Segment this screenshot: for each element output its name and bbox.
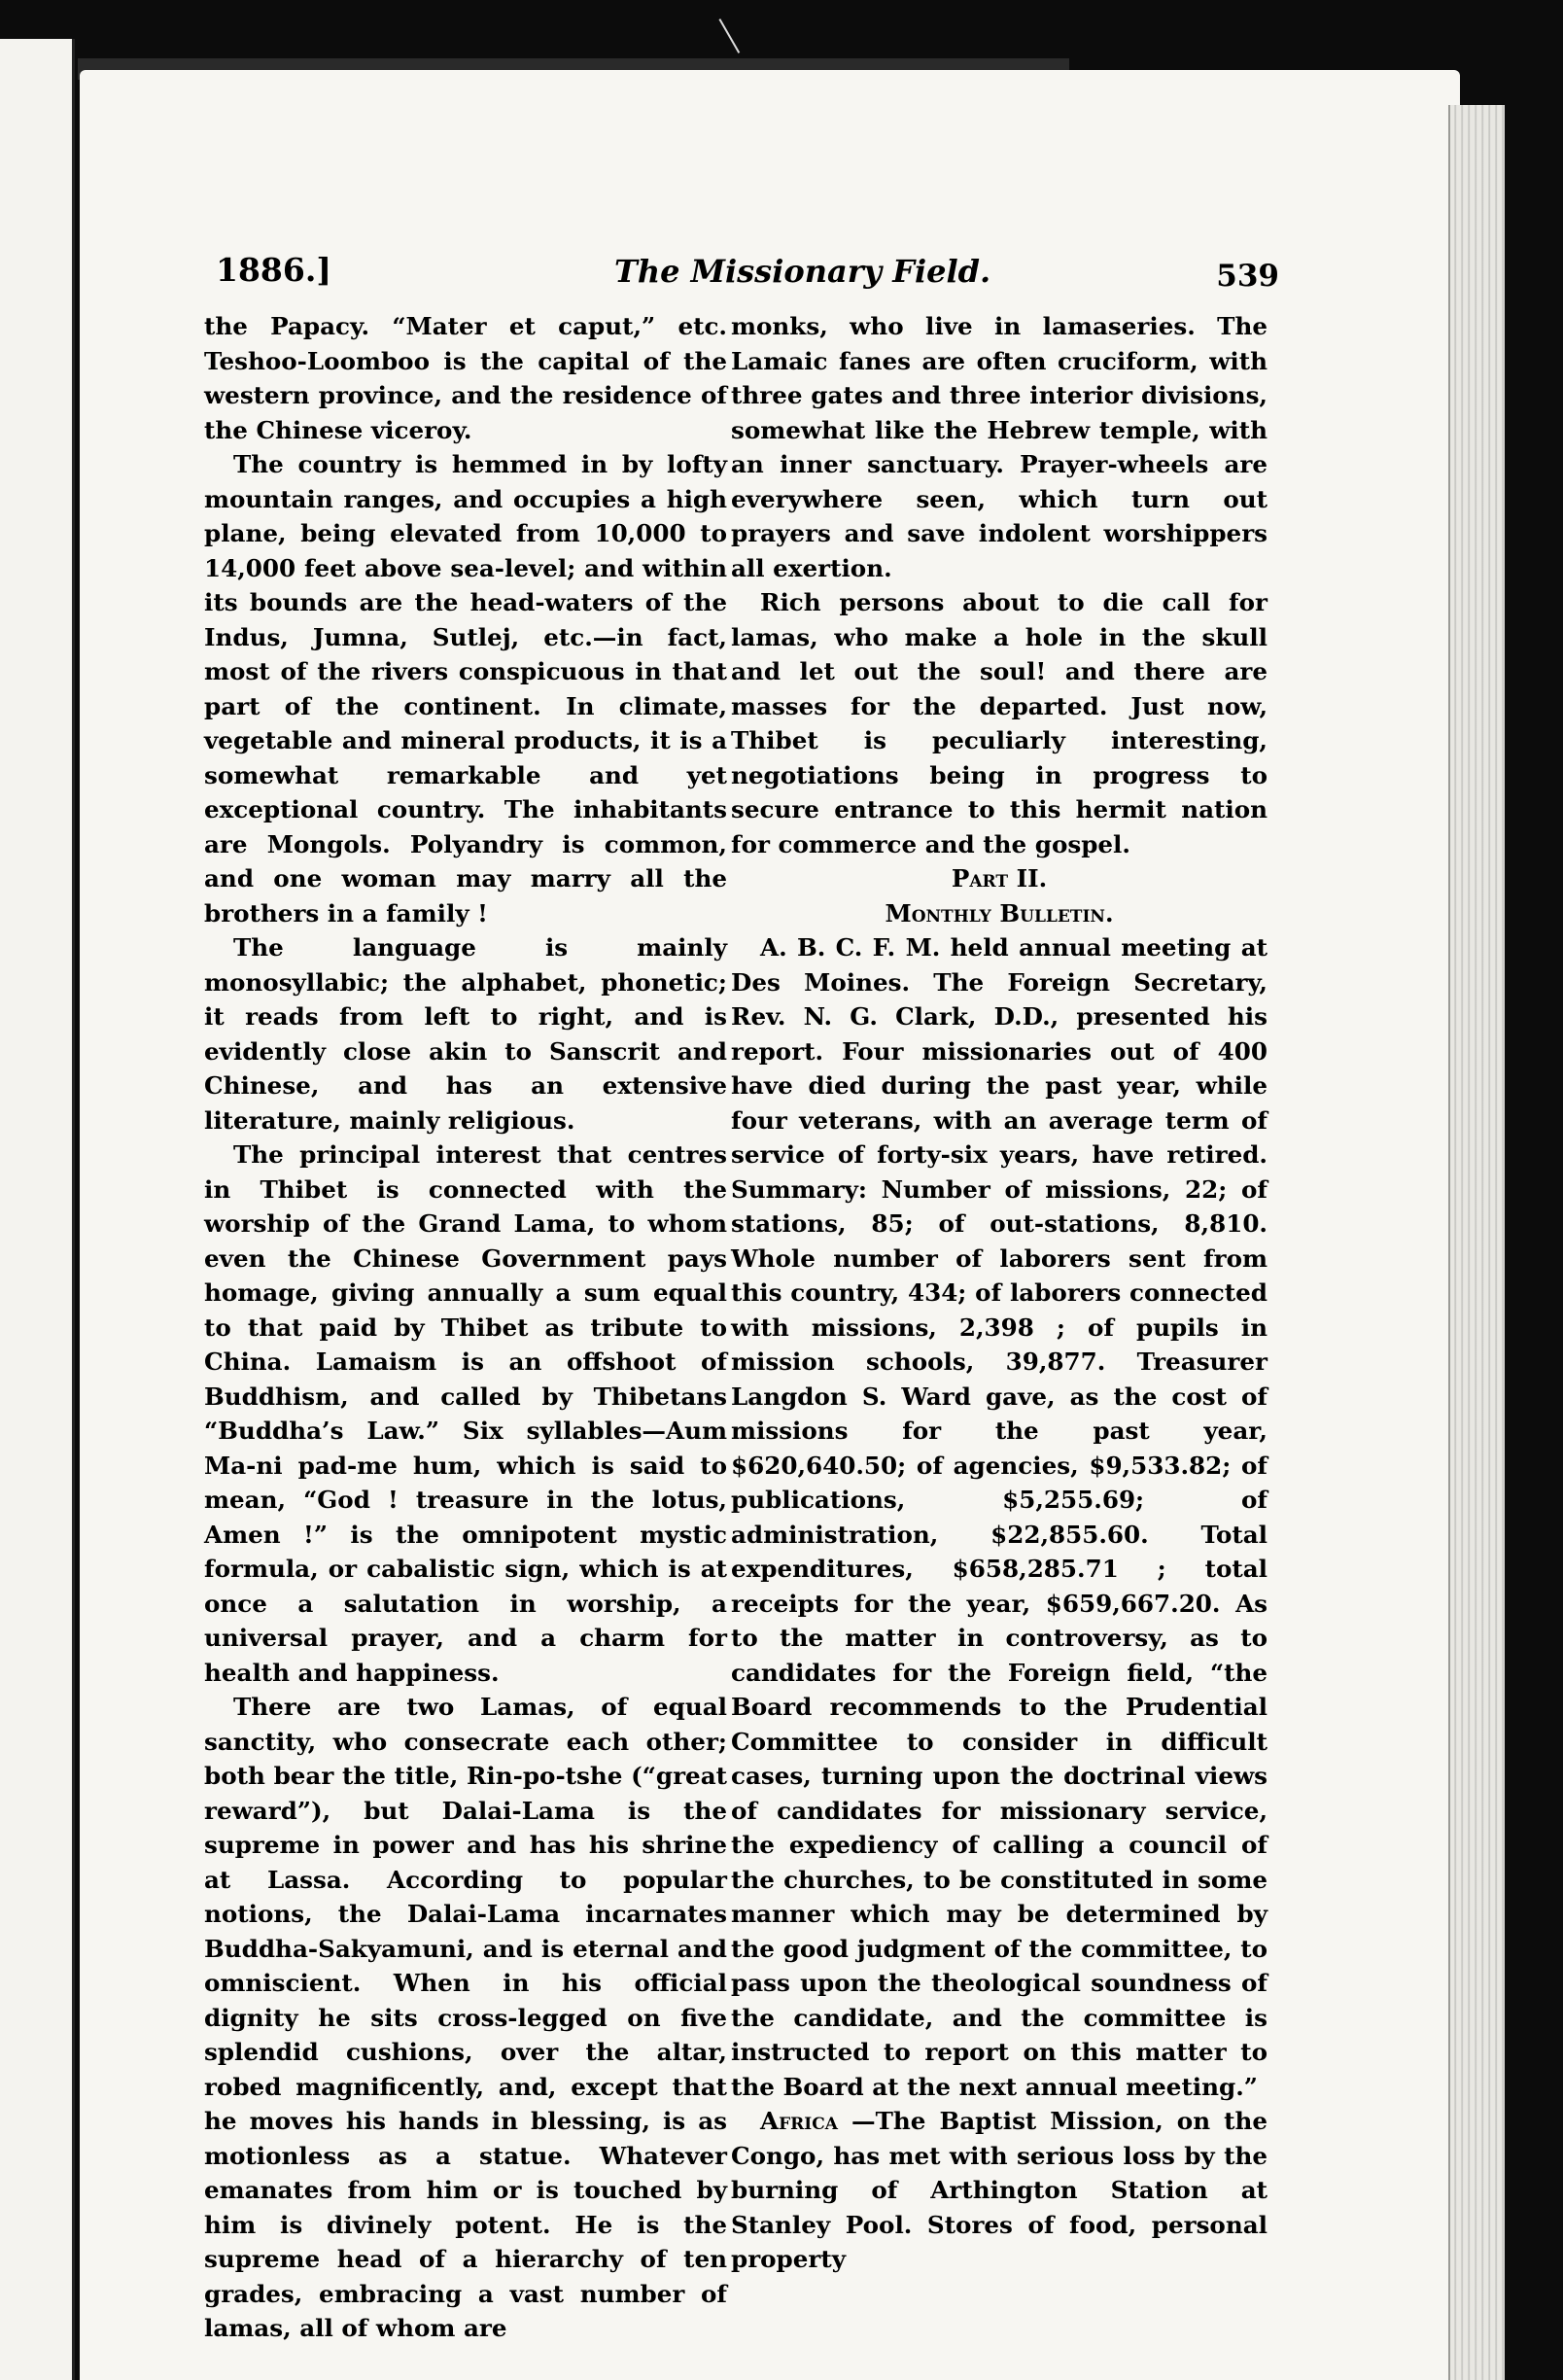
part-heading: Part II. [951,864,1048,892]
paragraph: the Papacy. “Mater et caput,” etc. Teshoo-Loomboo is the capital of the western province, and the residence of the Chinese viceroy. [204,312,727,444]
paragraph: There are two Lamas, of equal sanctity, who consecrate each other; both bear the title, Rin-po-tshe (“great reward”), but Dalai-Lama is the supreme in power and has his shrine at Lassa. According to popular notions, the Dalai-Lama incarnates Buddha-Sakyamuni, and is eternal and omniscient. When in his official dignity he sits cross-legged on five splendid cushions, over the altar, robed magnificently, and, except that he moves his hands in blessing, is as motionless as a statue. Whatever emanates from him or is touched by him is divinely potent. He is the supreme head of a hierarchy of ten grades, embracing a vast number of lamas, all of whom are [204,1693,727,2342]
running-header [216,251,1279,299]
paragraph-text: —The Baptist Mission, on the Congo, has met with serious loss by the burning of Arthington Station at Stanley Pool. Stores of food, personal property [731,2107,1268,2273]
left-column [204,309,727,2346]
paragraph: monks, who live in lamaseries. The Lamaic fanes are often cruciform, with three gates and three interior divisions, somewhat like the Hebrew temple, with an inner sanctuary. Prayer-wheels are everywhere seen, which turn out prayers and save indolent worshippers all exertion. [731,312,1268,582]
page-number: 539 [1216,259,1279,294]
header-title: The Missionary Field. [614,253,991,290]
facing-page-edge [0,39,75,2380]
paragraph: A. B. C. F. M. held annual meeting at Des Moines. The Foreign Secretary, Rev. N. G. Clark, D.D., presented his report. Four missionaries out of 400 have died during the past year, while four veterans, with an average term of service of forty-six years, have retired. Summary: Number of missions, 22; of stations, 85; of out-stations, 8,810. Whole number of laborers sent from this country, 434; of laborers connected with missions, 2,398 ; of pupils in mission schools, 39,877. Treasurer Langdon S. Ward gave, as the cost of missions for the past year, $620,640.50; of agencies, $9,533.82; of publications, $5,255.69; of administration, $22,855.60. Total expenditures, $658,285.71 ; total receipts for the year, $659,667.20. As to the matter in controversy, as to candidates for the Foreign field, “the Board recommends to the Prudential Committee to consider in difficult cases, turning upon the doctrinal views of candidates for missionary service, the expediency of calling a council of the churches, to be constituted in some manner which may be determined by the good judgment of the committee, to pass upon the theological soundness of the candidate, and the committee is instructed to report on this matter to the Board at the next annual meeting.” [731,933,1268,2101]
region-lead: Africa [760,2107,838,2135]
page-stack-edge [1448,105,1505,2380]
section-heading: Monthly Bulletin. [885,898,1114,928]
scan-artifact [718,9,756,53]
right-column [731,309,1268,2277]
paragraph: The language is mainly monosyllabic; the alphabet, phonetic; it reads from left to right, and is evidently close akin to Sanscrit and Chinese, and has an extensive literature, mainly religious. [204,933,727,1135]
paragraph: The country is hemmed in by lofty mountain ranges, and occupies a high plane, being elevated from 10,000 to 14,000 feet above sea-level; and within its bounds are the head-waters of the Indus, Jumna, Sutlej, etc.—in fact, most of the rivers conspicuous in that part of the continent. In climate, vegetable and mineral products, it is a somewhat remarkable and yet exceptional country. The inhabitants are Mongols. Polyandry is common, and one woman may marry all the brothers in a family ! [204,450,727,928]
paragraph: Rich persons about to die call for lamas, who make a hole in the skull and let out the soul! and there are masses for the departed. Just now, Thibet is peculiarly interesting, negotiations being in progress to secure entrance to this hermit nation for commerce and the gospel. [731,588,1268,858]
paragraph [731,2104,1268,2277]
header-year: 1886.] [216,251,331,289]
paragraph: The principal interest that centres in Thibet is connected with the worship of the Grand Lama, to whom even the Chinese Government pays homage, giving annually a sum equal to that paid by Thibet as tribute to China. Lamaism is an offshoot of Buddhism, and called by Thibetans “Buddha’s Law.” Six syllables—Aum Ma-ni pad-me hum, which is said to mean, “God ! treasure in the lotus, Amen !” is the omnipotent mystic formula, or cabalistic sign, which is at once a salutation in worship, a universal prayer, and a charm for health and happiness. [204,1140,727,1687]
